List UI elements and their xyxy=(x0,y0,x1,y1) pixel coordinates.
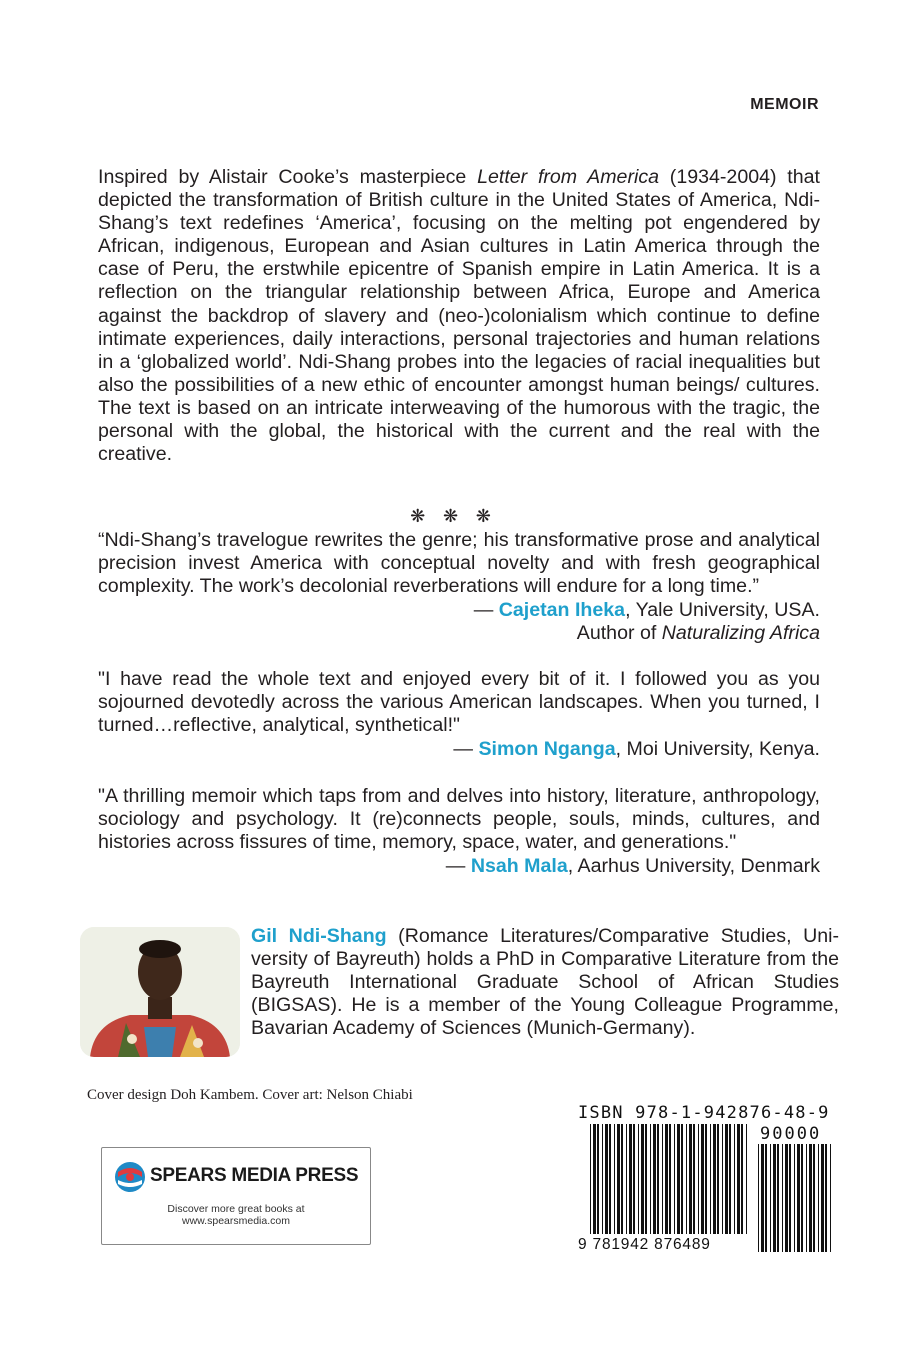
endorsement-attribution-3: — Nsah Mala, Aarhus University, Denmark xyxy=(445,855,820,877)
barcode-bar xyxy=(741,1124,743,1234)
author-photo xyxy=(80,927,240,1057)
publisher-tagline: Discover more great books at xyxy=(167,1203,305,1215)
blurb-work-title: Letter from America xyxy=(477,166,660,188)
barcode-bar xyxy=(677,1124,680,1234)
barcode-bar xyxy=(653,1124,656,1234)
barcode-bar xyxy=(734,1124,735,1234)
publisher-website: www.spearsmedia.com xyxy=(182,1215,290,1227)
barcode-bar xyxy=(590,1124,591,1234)
publisher-name: SPEARS MEDIA PRESS xyxy=(150,1165,359,1186)
price-addon: 90000 xyxy=(760,1124,822,1144)
publisher-box xyxy=(101,1147,371,1245)
barcode-bar xyxy=(626,1124,627,1234)
barcode-bar xyxy=(614,1124,615,1234)
barcode-bar xyxy=(797,1144,800,1252)
endorser-name-1: Cajetan Iheka xyxy=(498,599,626,621)
barcode-bar xyxy=(809,1144,812,1252)
barcode-bar xyxy=(609,1124,611,1234)
barcode-bar xyxy=(737,1124,740,1234)
endorsement-quote-3: "A thrilling memoir which taps from and delves into history, literature, anthropology, sociology and psychology. It (re)connects people, souls, minds, cultures, and histories across fissures of time, memory, space, water, and generations." xyxy=(98,785,820,854)
author-bio-text: (Romance Literatures/Comparative Studies, University of Bayreuth) holds a PhD in Comparative Literature from the Bayreuth International Graduate School of African Studies (BIGSAS). He is a member of the Young Colleague Programme, Bavarian Academy of Sciences (Munich-Germany). xyxy=(251,925,840,1040)
barcode-bar xyxy=(746,1124,747,1234)
barcode-bar xyxy=(758,1144,759,1252)
barcode-bar xyxy=(662,1124,663,1234)
endorsement-attribution-1-extra: Author of Naturalizing Africa xyxy=(576,622,820,644)
barcode-bar xyxy=(705,1124,707,1234)
barcode-bar xyxy=(605,1124,608,1234)
barcode-bar xyxy=(698,1124,699,1234)
endorsement-attribution-1: — Cajetan Iheka, Yale University, USA. xyxy=(473,599,820,621)
barcode-bar xyxy=(806,1144,807,1252)
barcode-bar xyxy=(657,1124,659,1234)
blurb-part1: Inspired by Alistair Cooke’s masterpiece xyxy=(98,166,478,188)
blurb-part2: (1934-2004) that depicted the transformation of British culture in the United States of America, Ndi-Shang’s text redefines ‘America’, focusing on the melting pot engendered by African, indigenous, European and Asian cultures in Latin America through the case of Peru, the erstwhile epicentre of Spanish empire in Latin America. It is a reflection on the triangular relationship between Africa, Europe and America against the backdrop of slavery and (neo-)colonialism which continue to define intimate experiences, daily interactions, personal trajectories and human relations in a ‘globalized world’. Ndi-Shang probes into the legacies of racial inequalities but also the possibilities of a new ethic of encounter amongst human beings/ cultures. The text is based on an intricate interweaving of the humorous with the tragic, the personal with the global, the historical with the current and the real with the creative. xyxy=(98,166,820,466)
barcode-bar xyxy=(669,1124,671,1234)
barcode-bar xyxy=(821,1144,824,1252)
barcode-bar xyxy=(633,1124,635,1234)
publisher-logo-icon xyxy=(114,1160,146,1194)
barcode-bar xyxy=(602,1124,603,1234)
barcode-bar xyxy=(681,1124,683,1234)
barcode-bar xyxy=(825,1144,827,1252)
section-separator: ❋ ❋ ❋ xyxy=(410,506,497,527)
barcode-bar xyxy=(693,1124,695,1234)
barcode-bar xyxy=(701,1124,704,1234)
barcode-bar xyxy=(818,1144,819,1252)
barcode-bar xyxy=(617,1124,620,1234)
endorsement-quote-1: “Ndi-Shang’s travelogue rewrites the genre; his transformative prose and analytical precision invest America with conceptual novelty and with fresh geographical complexity. The work’s decolonial reverberations will endure for a long time.” xyxy=(98,529,820,598)
barcode-bar xyxy=(621,1124,623,1234)
barcode-bar xyxy=(729,1124,731,1234)
endorser-name-2: Simon Nganga xyxy=(478,738,616,760)
barcode-bar xyxy=(813,1144,815,1252)
barcode-bar xyxy=(770,1144,771,1252)
genre-label: MEMOIR xyxy=(750,96,819,113)
barcode-bar xyxy=(638,1124,639,1234)
barcode-bar xyxy=(789,1144,791,1252)
barcode-bar xyxy=(710,1124,711,1234)
endorsement-attribution-2: — Simon Nganga, Moi University, Kenya. xyxy=(453,738,820,760)
barcode-bar xyxy=(761,1144,764,1252)
barcode-bar xyxy=(650,1124,651,1234)
endorser-name-3: Nsah Mala xyxy=(470,855,568,877)
ean-number: 9 781942 876489 xyxy=(578,1236,711,1253)
barcode-bar xyxy=(725,1124,728,1234)
barcode-bar xyxy=(801,1144,803,1252)
author-bio xyxy=(251,925,839,1040)
barcode-bar xyxy=(765,1144,767,1252)
barcode-bar xyxy=(665,1124,668,1234)
barcode-bar xyxy=(674,1124,675,1234)
barcode-bar xyxy=(629,1124,632,1234)
barcode-bar xyxy=(830,1144,831,1252)
barcode-bar xyxy=(722,1124,723,1234)
barcode-bar xyxy=(777,1144,779,1252)
back-cover-blurb xyxy=(98,166,820,466)
barcode-bar xyxy=(686,1124,687,1234)
cover-credits: Cover design Doh Kambem. Cover art: Nelson Chiabi xyxy=(87,1087,413,1103)
endorsement-quote-2: "I have read the whole text and enjoyed every bit of it. I followed you as you sojourned devotedly across the various American landscapes. When you turned, I turned…reflective, analytical, synthetical!" xyxy=(98,668,820,737)
barcode-bar xyxy=(641,1124,644,1234)
barcode-bar xyxy=(597,1124,599,1234)
barcode-bar xyxy=(773,1144,776,1252)
barcode-bar xyxy=(689,1124,692,1234)
barcode-bar xyxy=(782,1144,783,1252)
barcode-bar xyxy=(645,1124,647,1234)
barcode-bar xyxy=(717,1124,719,1234)
author-name: Gil Ndi-Shang xyxy=(251,925,387,947)
barcode-bar xyxy=(794,1144,795,1252)
barcode-bar xyxy=(785,1144,788,1252)
isbn-text: ISBN 978-1-942876-48-9 xyxy=(578,1103,830,1123)
barcode-bar xyxy=(593,1124,596,1234)
barcode-bar xyxy=(713,1124,716,1234)
